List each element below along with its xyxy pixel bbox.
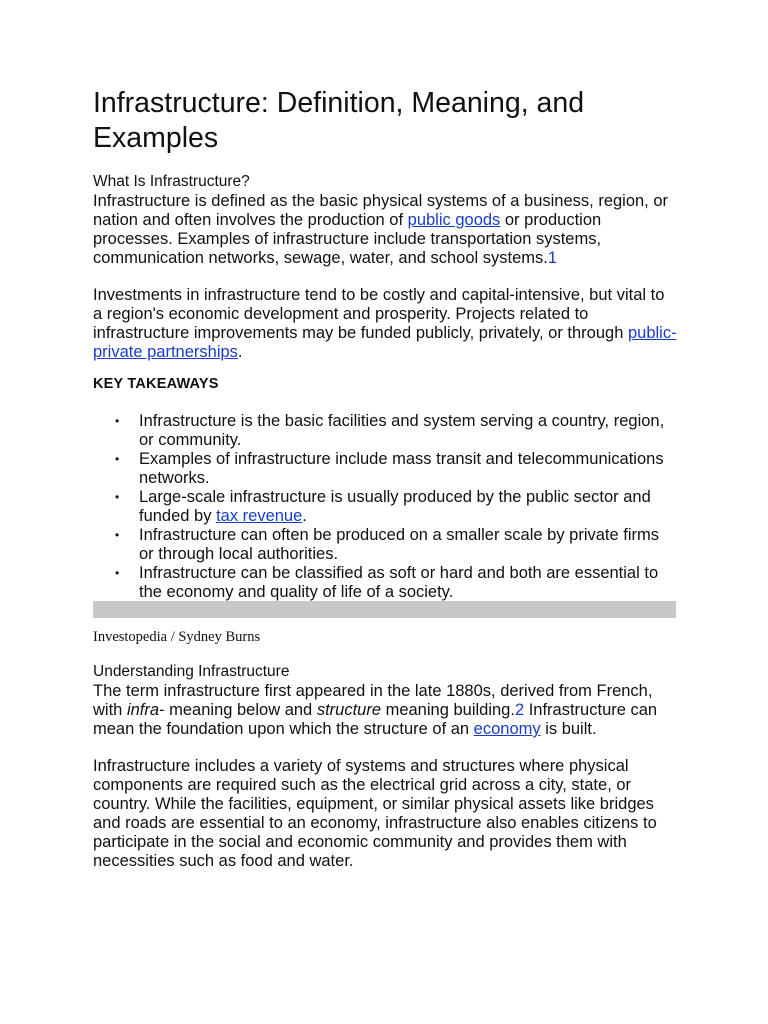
definition-paragraph [93,192,678,268]
list-item-text: Examples of infrastructure include mass transit and telecommunications networks. [139,450,664,487]
text-run: meaning building. [381,701,515,719]
section-heading-understanding: Understanding Infrastructure [93,663,290,680]
page-title: Infrastructure: Definition, Meaning, and Examples [93,87,585,154]
text-run: Infrastructure can mean the foundation upon which the structure of an [93,701,658,738]
bullet-icon: • [115,490,120,504]
key-takeaways-list [93,412,678,602]
image-credit: Investopedia / Sydney Burns [93,629,261,645]
tax-revenue-link[interactable]: tax revenue [216,507,303,525]
list-item [93,526,678,564]
list-item [93,564,678,602]
footnote-2[interactable]: 2 [514,701,525,719]
list-item-text: . [302,507,307,525]
list-item-text: Large-scale infrastructure is usually produced by the public sector and funded by [139,488,651,525]
key-takeaways-heading: KEY TAKEAWAYS [93,376,219,392]
bullet-icon: • [115,414,120,428]
text-run: is built. [540,720,597,738]
italic-term-infra: infra [126,701,160,719]
list-item [93,488,678,526]
section-what-is [93,172,678,362]
text-run: - meaning below and [159,701,317,719]
list-item [93,412,678,450]
economy-link[interactable]: economy [473,720,541,738]
text-run: Investments in infrastructure tend to be costly and capital-intensive, but vital to a region's economic development and prosperity. Projects related to infrastructure improvements may be funded publicly, privately, or through [93,286,665,342]
list-item [93,450,678,488]
text-run: Infrastructure is defined as the basic physical systems of a business, region, or nation and often involves the production of [93,192,669,229]
text-run: . [237,343,243,361]
public-private-partnerships-link[interactable]: public-private partnerships [93,324,677,361]
list-item-text: Infrastructure can often be produced on a smaller scale by private firms or through local authorities. [139,526,659,563]
systems-paragraph: Infrastructure includes a variety of systems and structures where physical components are required such as the electrical grid across a city, state, or country. While the facilities, equipment, or similar physical assets like bridges and roads are essential to an economy, infrastructure also enables citizens to participate in the social and economic community and provides them with necessities such as food and water. [93,757,657,870]
list-item-text: Infrastructure can be classified as soft or hard and both are essential to the economy and quality of life of a society. [139,564,659,601]
image-placeholder-bar [93,601,676,618]
bullet-icon: • [115,528,120,542]
list-item-text: Infrastructure is the basic facilities and system serving a country, region, or community. [139,412,665,449]
section-understanding [93,662,678,871]
section-heading-what-is: What Is Infrastructure? [93,173,250,190]
italic-term-structure: structure [316,701,381,719]
public-goods-link[interactable]: public goods [407,211,501,229]
investments-paragraph [93,286,678,362]
text-run: or production processes. Examples of infrastructure include transportation systems, communication networks, sewage, water, and school systems. [93,211,602,267]
bullet-icon: • [115,452,120,466]
origin-paragraph [93,682,678,739]
text-run: The term infrastructure first appeared in the late 1880s, derived from French, with [93,682,653,719]
footnote-1[interactable]: 1 [547,249,558,267]
bullet-icon: • [115,566,120,580]
